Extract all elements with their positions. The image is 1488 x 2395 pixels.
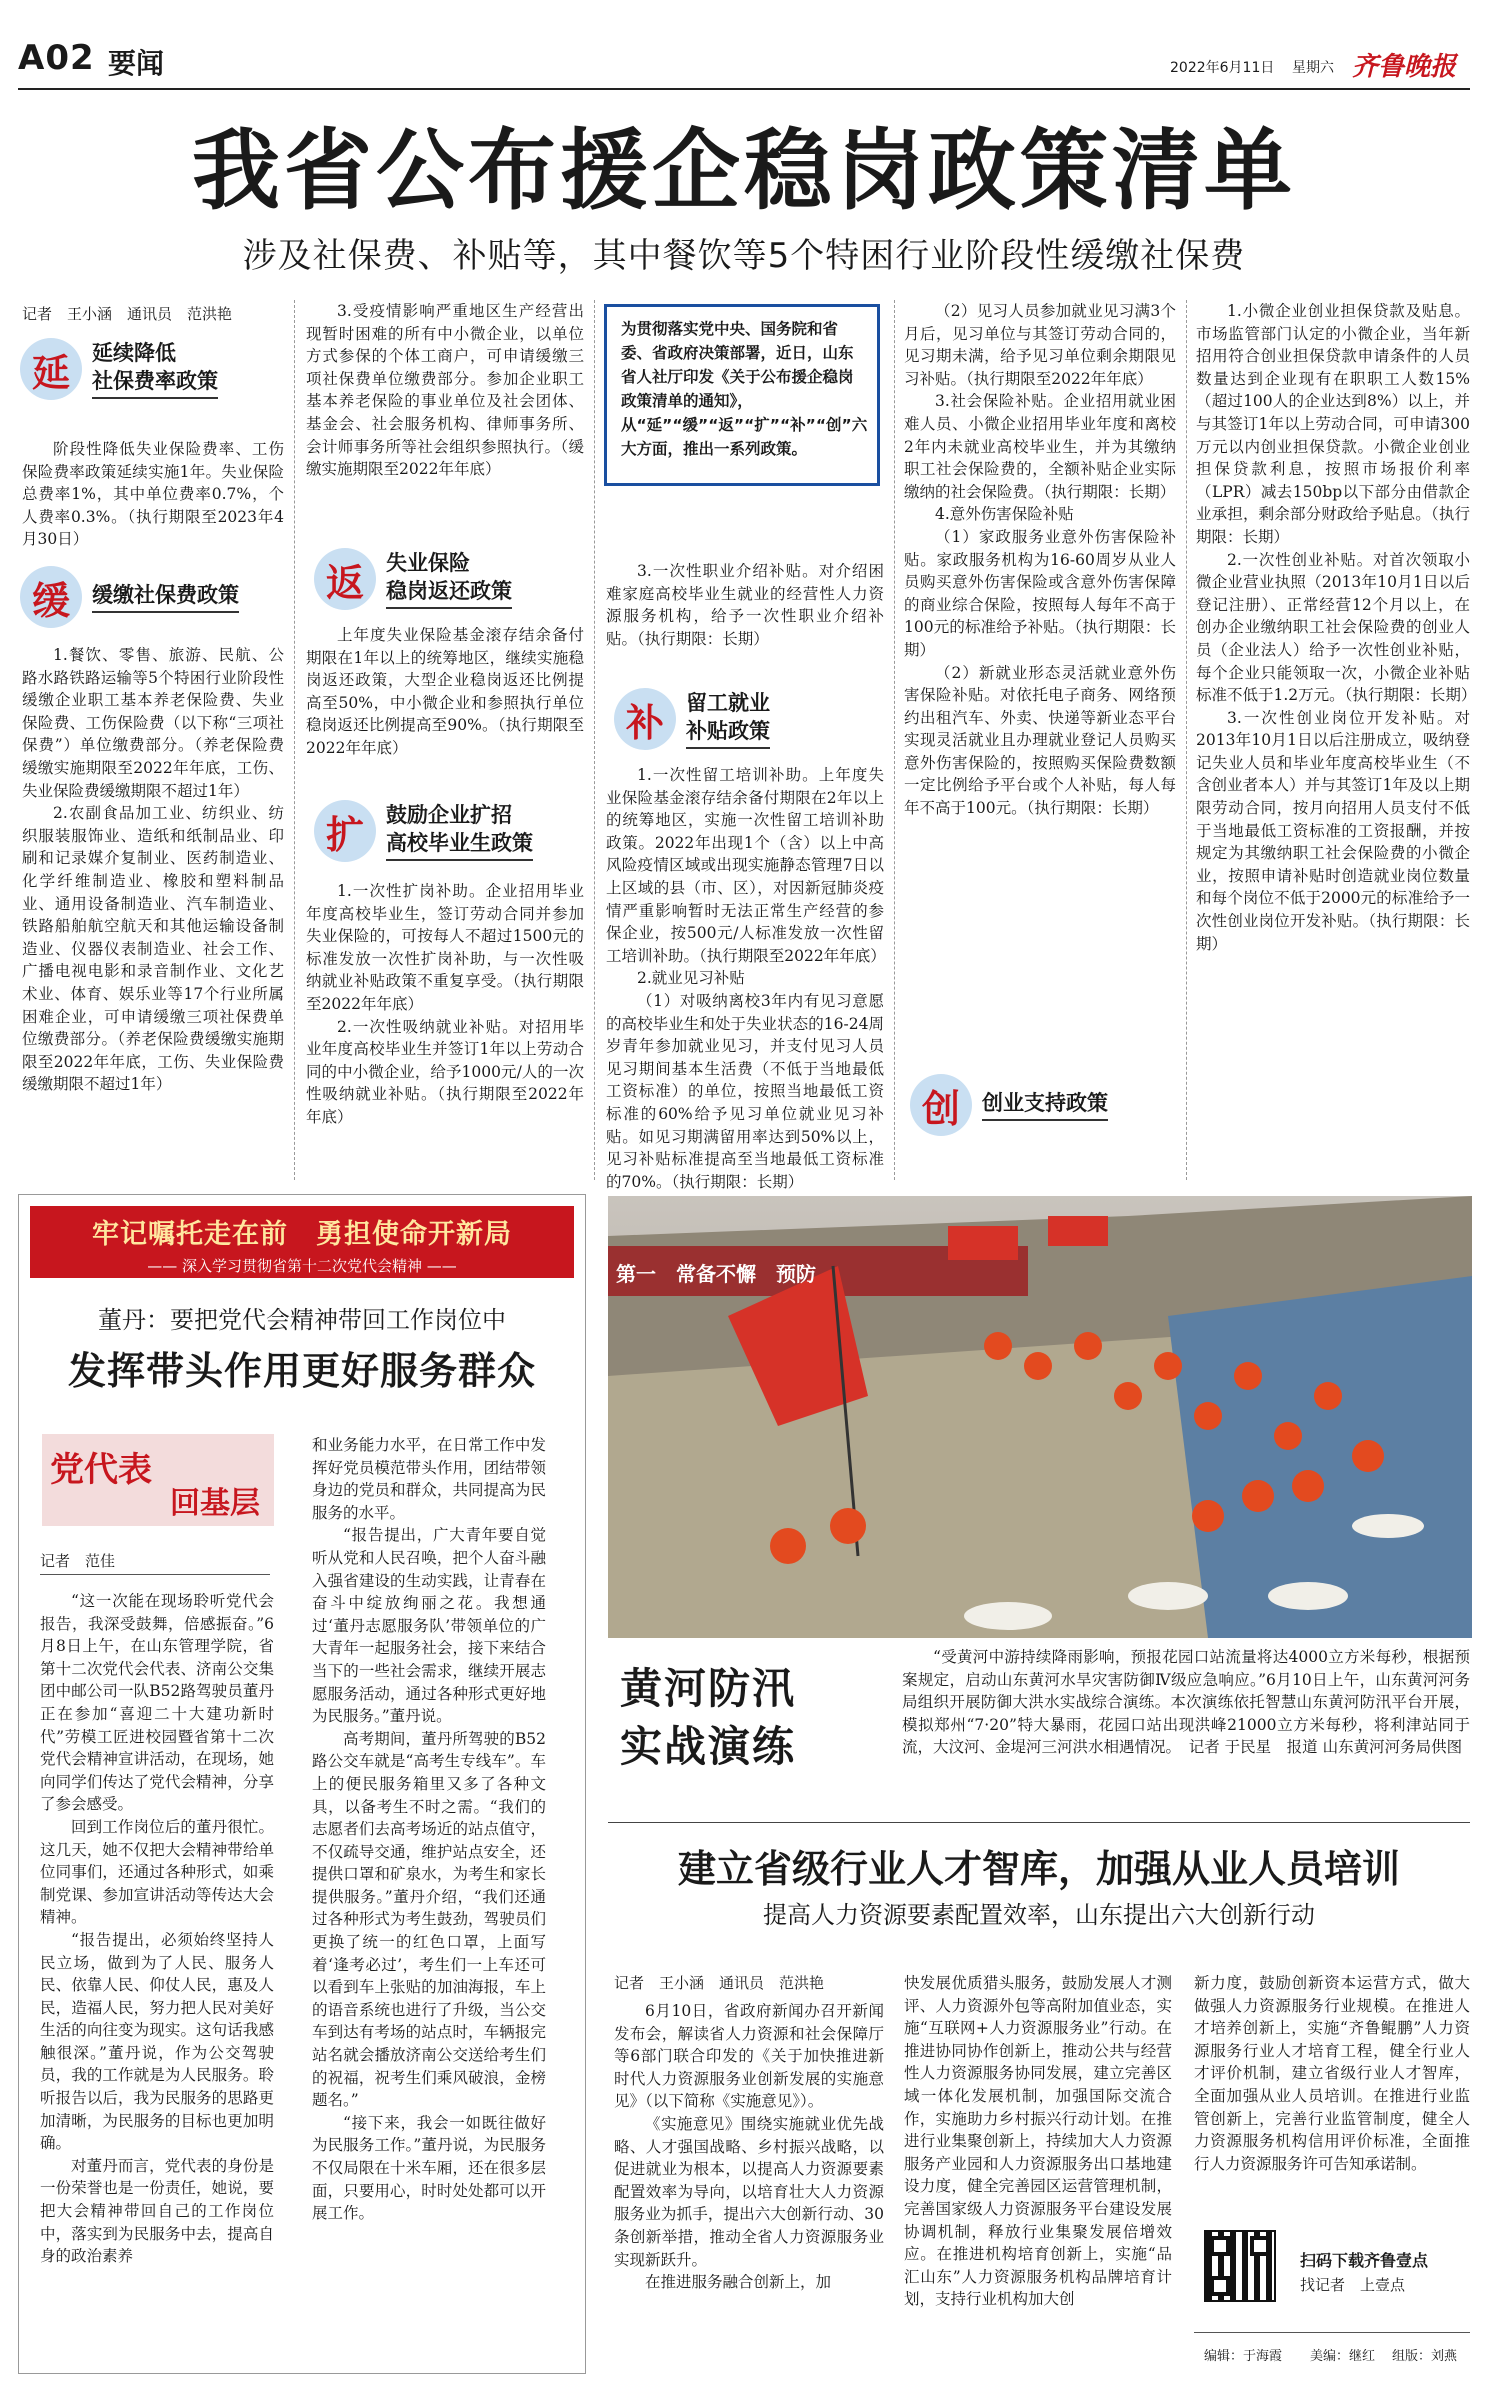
article-text bbox=[22, 438, 284, 549]
proof-credit: 组版：刘燕 bbox=[1392, 2349, 1458, 2364]
paragraph: 快发展优质猎头服务，鼓励发展人才测评、人力资源外包等高附加值业态，实施“互联网+人力资源服务业”行动。在推进协同协作创新上，推动公共与经营性人力资源服务协同发展，建立完善区域一体化发展机制，加强国际交流合作，实施助力乡村振兴行动计划。在推进行业集聚创新上，持续加大人力资源服务产业园和人力资源服务出口基地建设力度，健全完善园区运营管理机制，完善国家级人力资源服务平台建设发展协调机制，释放行业集聚发展倍增效应。在推进机构培育创新上，实施“品汇山东”人力资源服务机构品牌培育计划，支持行业机构加大创 bbox=[904, 1974, 1172, 2309]
paragraph: 在推进服务融合创新上，加 bbox=[645, 2273, 832, 2292]
column-divider bbox=[294, 300, 295, 1180]
party-text-col2 bbox=[312, 1434, 546, 2364]
party-kicker: 董丹：要把党代会精神带回工作岗位中 bbox=[98, 1306, 506, 1334]
column-divider bbox=[894, 300, 895, 1180]
section-head-defer bbox=[20, 566, 239, 628]
paragraph: （2）见习人员参加就业见习满3个月后，见习单位与其签订劳动合同的，见习期未满，给予见习单位剩余期限见习补贴。（执行期限至2022年年底） bbox=[904, 302, 1176, 388]
section-title: 缓缴社保费政策 bbox=[92, 581, 239, 613]
art-credit: 美编：继红 bbox=[1310, 2349, 1376, 2364]
section-head-expand bbox=[314, 800, 533, 862]
section-name: 要闻 bbox=[108, 47, 165, 80]
party-text-col1 bbox=[40, 1590, 274, 2364]
talent-text-col3 bbox=[1194, 1972, 1470, 2214]
section-badge: 创 bbox=[910, 1074, 972, 1136]
qr-caption-main: 扫码下载齐鲁壹点 bbox=[1300, 2251, 1429, 2270]
paragraph: “报告提出，广大青年要自觉听从党和人民召唤，把个人奋斗融入强省建设的生动实践，让青春在奋斗中绽放绚丽之花。我想通过‘董丹志愿服务队’带领单位的广大青年一起服务社会，接下来结合当下的一些社会需求，继续开展志愿服务活动，通过各种形式更好地为民服务。”董丹说。 bbox=[312, 1526, 546, 1726]
paragraph: 3.一次性职业介绍补贴。对介绍困难家庭高校毕业生就业的经营性人力资源服务机构，给予一次性职业介绍补贴。（执行期限：长期） bbox=[606, 562, 884, 648]
talent-title: 建立省级行业人才智库，加强从业人员培训 bbox=[677, 1846, 1400, 1891]
paragraph: 对董丹而言，党代表的身份是一份荣誉也是一份责任，她说，要把大会精神带回自己的工作岗位中，落实到为民服务中去，提高自身的政治素养 bbox=[40, 2156, 274, 2266]
footer-rule bbox=[1194, 2332, 1470, 2333]
main-byline: 记者 王小涵 通讯员 范洪艳 bbox=[22, 305, 233, 323]
section-title: 留工就业 补贴政策 bbox=[686, 689, 770, 749]
paragraph: 新力度，鼓励创新资本运营方式，做大做强人力资源服务行业规模。在推进人才培养创新上，实施“齐鲁鲲鹏”人力资源服务行业人才培育工程，健全行业人才评价机制，建立省级行业人才智库，全面加强从业人员培训。在推进行业监管创新上，完善行业监管制度，健全人力资源服务机构信用评价标准，全面推行人力资源服务许可告知承诺制。 bbox=[1194, 1974, 1470, 2173]
paragraph: 阶段性降低失业保险费率、工伤保险费率政策延续实施1年。失业保险总费率1%，其中单位费率0.7%，个人费率0.3%。（执行期限至2023年4月30日） bbox=[22, 440, 284, 549]
paragraph: 3.受疫情影响严重地区生产经营出现暂时困难的所有中小微企业，以单位方式参保的个体工商户，可申请缓缴三项社保费单位缴费部分。参加企业职工基本养老保险的事业单位及社会团体、基金会、社会服务机构、律师事务所、会计师事务所等社会组织参照执行。（缓缴实施期限至2022年年底） bbox=[306, 302, 584, 479]
lead-box: 为贯彻落实党中央、国务院和省委、省政府决策部署，近日，山东省人社厅印发《关于公布援企稳岗政策清单的通知》，从“延”“缓”“返”“扩”“补”“创”六大方面，推出一系列政策。 bbox=[604, 304, 880, 486]
qr-caption-sub: 找记者 上壹点 bbox=[1300, 2276, 1406, 2294]
column-tag-title: 党代表 bbox=[50, 1450, 152, 1490]
issue-date: 2022年6月11日 bbox=[1170, 60, 1275, 76]
paragraph: 2.就业见习补贴 bbox=[637, 969, 745, 988]
party-title: 发挥带头作用更好服务群众 bbox=[67, 1348, 536, 1393]
issue-weekday: 星期六 bbox=[1292, 60, 1334, 76]
paragraph: 上年度失业保险基金滚存结余备付期限在1年以上的统筹地区，继续实施稳岗返还政策，大型企业稳岗返还比例提高至50%，中小微企业和参照执行单位稳岗返还比例提高至90%。（执行期限至2022年年底） bbox=[306, 626, 584, 757]
section-title: 延续降低 社保费率政策 bbox=[92, 339, 218, 399]
talent-byline: 记者 王小涵 通讯员 范洪艳 bbox=[614, 1974, 825, 1992]
section-head-subsidy bbox=[614, 688, 770, 750]
paragraph: 6月10日，省政府新闻办召开新闻发布会，解读省人力资源和社会保障厅等6部门联合印发的《关于加快推进新时代人力资源服务业创新发展的实施意见》（以下简称《实施意见》）。 bbox=[614, 2002, 884, 2111]
section-title: 鼓励企业扩招 高校毕业生政策 bbox=[386, 801, 533, 861]
paragraph: 1.一次性留工培训补助。上年度失业保险基金滚存结余备付期限在2年以上的统筹地区，实施一次性留工培训补助政策。2022年出现1个（含）以上中高风险疫情区域或出现实施静态管理7日以上区域的县（市、区），对因新冠肺炎疫情严重影响暂时无法正常生产经营的参保企业，按500元/人标准发放一次性留工培训补助。（执行期限至2022年年底） bbox=[606, 766, 886, 965]
paragraph: “接下来，我会一如既往做好为民服务工作。”董丹说，为民服务不仅局限在十米车厢，还在很多层面，只要用心，时时处处都可以开展工作。 bbox=[312, 2113, 546, 2223]
byline-rule bbox=[40, 1574, 270, 1575]
paragraph: 3.社会保险补贴。企业招用就业困难人员、小微企业招用毕业年度和离校2年内未就业高校毕业生，并为其缴纳职工社会保险费的，全额补贴企业实际缴纳的社会保险费。（执行期限：长期） bbox=[904, 392, 1176, 501]
paragraph: （1）对吸纳离校3年内有见习意愿的高校毕业生和处于失业状态的16-24周岁青年参加就业见习，并支付见习人员见习期间基本生活费（不低于当地最低工资标准）的单位，按照当地最低工资标准的60%给予见习单位就业见习补贴。如见习期满留用率达到50%以上，见习补贴标准提高至当地最低工资标准的70%。（执行期限：长期） bbox=[606, 991, 884, 1191]
article-text bbox=[22, 644, 284, 1164]
section-title: 创业支持政策 bbox=[982, 1089, 1108, 1121]
paragraph: 1.小微企业创业担保贷款及贴息。市场监管部门认定的小微企业，当年新招用符合创业担保贷款申请条件的人员数量达到企业现有在职职工人数15%（超过100人的企业达到8%）以上，并与其签订1年以上劳动合同，可申请300万元以内创业担保贷款。小微企业创业担保贷款利息，按照市场报价利率（LPR）减去150bp以下部分由借款企业承担，剩余部分财政给予贴息。（执行期限：长期） bbox=[1196, 302, 1470, 546]
editor-credit: 编辑：于海霞 bbox=[1204, 2349, 1283, 2364]
section-title: 失业保险 稳岗返还政策 bbox=[386, 549, 512, 609]
column-divider bbox=[1186, 300, 1187, 1180]
article-text bbox=[306, 624, 584, 788]
section-head-extend bbox=[20, 338, 218, 400]
article-text bbox=[606, 764, 886, 1191]
column-tag-subtitle: 回基层 bbox=[170, 1486, 260, 1521]
party-banner-subtitle: —— 深入学习贯彻省第十二次党代会精神 —— bbox=[147, 1257, 457, 1275]
paragraph: 1.一次性扩岗补助。企业招用毕业年度高校毕业生，签订劳动合同并参加失业保险的，可按每人不超过1500元的标准发放一次性扩岗补助，与一次性吸纳就业补贴政策不重复享受。（执行期限至2022年年底） bbox=[306, 882, 584, 1013]
paragraph: 4.意外伤害保险补贴 bbox=[935, 505, 1074, 524]
column-divider bbox=[594, 300, 595, 1180]
paragraph: （2）新就业形态灵活就业意外伤害保险补贴。对依托电子商务、网络预约出租汽车、外卖、快递等新业态平台实现灵活就业且办理就业登记人员购买意外伤害保险的，按照购买保险费数额一定比例给予平台或个人补贴，每人每年不高于100元。（执行期限：长期） bbox=[904, 663, 1176, 818]
section-badge: 缓 bbox=[20, 566, 82, 628]
flood-caption bbox=[902, 1646, 1470, 1790]
section-badge: 延 bbox=[20, 338, 82, 400]
section-badge: 返 bbox=[314, 548, 376, 610]
flood-drill-photo bbox=[608, 1196, 1472, 1638]
flood-title: 黄河防汛 实战演练 bbox=[620, 1664, 797, 1771]
section-badge: 补 bbox=[614, 688, 676, 750]
photo-slogan: 第一 常备不懈 预防 bbox=[616, 1262, 816, 1286]
section-rule bbox=[608, 1822, 1470, 1823]
paragraph: 2.一次性吸纳就业补贴。对招用毕业年度高校毕业生并签订1年以上劳动合同的中小微企业，给予1000元/人的一次性吸纳就业补贴。（执行期限至2022年年底） bbox=[306, 1017, 584, 1126]
article-text bbox=[1196, 300, 1477, 1166]
column-tag bbox=[42, 1434, 274, 1526]
paragraph: “报告提出，必须始终坚持人民立场，做到为了人民、服务人民、依靠人民、仰仗人民，惠及人民，造福人民，努力把人民对美好生活的向往变为现实。这句话我感触很深。”董丹说，作为公交驾驶员，我的工作就是为人民服务。聆听报告以后，我为民服务的思路更加清晰，为民服务的目标也更加明确。 bbox=[40, 1930, 274, 2153]
paragraph: 1.餐饮、零售、旅游、民航、公路水路铁路运输等5个特困行业阶段性缓缴企业职工基本养老保险费、失业保险费、工伤保险费（以下称“三项社保费”）单位缴费部分。（养老保险费缓缴实施期限至2022年年底，工伤、失业保险费缓缴期限不超过1年） bbox=[22, 646, 284, 800]
article-text bbox=[904, 300, 1176, 1058]
paragraph: 2.一次性创业补贴。对首次领取小微企业营业执照（2013年10月1日以后登记注册）、正常经营12个月以上，在创办企业缴纳职工社会保险费的创业人员（企业法人）给予一次性创业补贴，每个企业只能领取一次，小微企业补贴标准不低于1.2万元。（执行期限：长期） bbox=[1196, 550, 1477, 705]
paragraph: 3.一次性创业岗位开发补贴。对2013年10月1日以后注册成立，吸纳登记失业人员和毕业年度高校毕业生（不含创业者本人）并与其签订1年及以上期限劳动合同，按月向招用人员支付不低于当地最低工资标准的工资报酬，并按规定为其缴纳职工社会保险费的小微企业，按照申请补贴时创造就业岗位数量和每个岗位不低于2000元的标准给予一次性创业岗位开发补贴。（执行期限：长期） bbox=[1196, 708, 1470, 953]
article-text bbox=[306, 880, 584, 1164]
section-badge: 扩 bbox=[314, 800, 376, 862]
party-byline: 记者 范佳 bbox=[40, 1552, 116, 1570]
article-text bbox=[606, 560, 884, 680]
talent-text-col2 bbox=[904, 1972, 1172, 2372]
paragraph: 回到工作岗位后的董丹很忙。这几天，她不仅把大会精神带给单位同事们，还通过各种形式，如乘制党课、参加宣讲活动等传达大会精神。 bbox=[40, 1817, 274, 1927]
section-head-startup bbox=[910, 1074, 1108, 1136]
paragraph: 和业务能力水平，在日常工作中发挥好党员模范带头作用，团结带领身边的党员和群众，共同提高为民服务的水平。 bbox=[312, 1436, 546, 1522]
paragraph: 《实施意见》围绕实施就业优先战略、人才强国战略、乡村振兴战略，以促进就业为根本，以提高人力资源要素配置效率为导向，以培育壮大人力资源服务业为抓手，提出六大创新行动、30条创新举措，推动全省人力资源服务业实现新跃升。 bbox=[614, 2114, 884, 2269]
paragraph: “这一次能在现场聆听党代会报告，我深受鼓舞，倍感振奋。”6月8日上午，在山东管理学院，省第十二次党代会代表、济南公交集团中邮公司一队B52路驾驶员董丹正在参加“喜迎二十大建功新时代”劳模工匠进校园暨省第十二次党代会精神宣讲活动，在现场，她向同学们传达了党代会精神，分享了参会感受。 bbox=[40, 1592, 274, 1814]
party-banner bbox=[30, 1206, 574, 1278]
article-text bbox=[306, 300, 584, 540]
talent-subtitle: 提高人力资源要素配置效率，山东提出六大创新行动 bbox=[763, 1901, 1315, 1929]
party-banner-title: 牢记嘱托走在前 勇担使命开新局 bbox=[92, 1219, 512, 1250]
section-head-return bbox=[314, 548, 512, 610]
masthead-rule bbox=[18, 88, 1470, 90]
main-title: 我省公布援企稳岗政策清单 bbox=[191, 118, 1296, 222]
paragraph: 高考期间，董丹所驾驶的B52路公交车就是“高考生专线车”。车上的便民服务箱里又多了各种文具，以备考生不时之需。“我们的志愿者们去高考场近的站点值守，不仅疏导交通，维护站点安全，还提供口罩和矿泉水，为考生和家长提供服务。”董丹介绍，“我们还通过各种形式为考生鼓劲，驾驶员们更换了统一的红色口罩，上面写着‘逢考必过’，考生们一上车还可以看到车上张贴的加油海报，车上的语音系统也进行了升级，当公交车到达有考场的站点时，车辆报完站名就会播放济南公交送给考生们的祝福，祝考生们乘风破浪，金榜题名。” bbox=[312, 1729, 546, 2110]
paragraph: 2.农副食品加工业、纺织业、纺织服装服饰业、造纸和纸制品业、印刷和记录媒介复制业、医药制造业、化学纤维制造业、橡胶和塑料制品业、通用设备制造业、汽车制造业、铁路船舶航空航天和其他运输设备制造业、仪器仪表制造业、社会工作、广播电视电影和录音制作业、文化艺术业、体育、娱乐业等17个行业所属困难企业，可申请缓缴三项社保费单位缴费部分。（养老保险费缓缴实施期限至2022年年底，工伤、失业保险费缓缴期限不超过1年） bbox=[22, 804, 284, 1094]
newspaper-logo: 齐鲁晚报 bbox=[1352, 52, 1457, 82]
paragraph: （1）家政服务业意外伤害保险补贴。家政服务机构为16-60周岁从业人员购买意外伤害保险或含意外伤害保障的商业综合保险，按照每人每年不高于100元的标准给予补贴。（执行期限：长期） bbox=[904, 527, 1176, 659]
page-number: A02 bbox=[18, 38, 95, 78]
paragraph: “受黄河中游持续降雨影响，预报花园口站流量将达4000立方米每秒，根据预案规定，启动山东黄河水旱灾害防御Ⅳ级应急响应。”6月10日上午，山东黄河河务局组织开展防御大洪水实战综合演练。本次演练依托智慧山东黄河防汛平台开展，模拟郑州“7·20”特大暴雨，花园口站出现洪峰21000立方米每秒，将利津站同于流，大汶河、金堤河三河洪水相遇情况。 记者 于民星 报道 山东黄河河务局供图 bbox=[902, 1648, 1470, 1757]
qr-code[interactable] bbox=[1204, 2230, 1276, 2302]
main-subtitle: 涉及社保费、补贴等，其中餐饮等5个特困行业阶段性缓缴社保费 bbox=[242, 236, 1246, 276]
talent-text-col1 bbox=[614, 2000, 884, 2372]
